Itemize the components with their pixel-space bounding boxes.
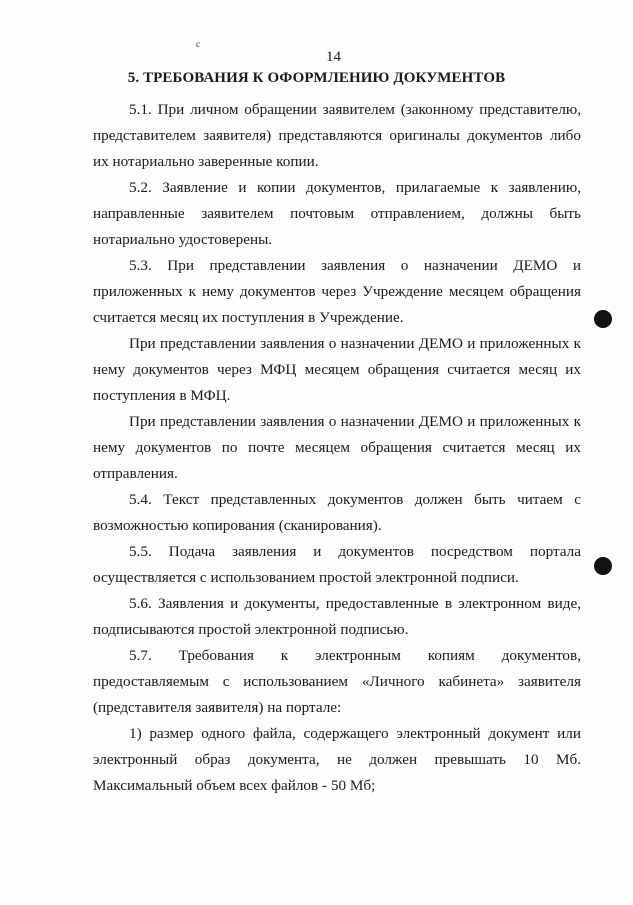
document-body (93, 97, 581, 799)
paragraph-5-2: 5.2. Заявление и копии документов, прилагаемые к заявлению, направленные заявителем почтовым отправлением, должны быть нотариально удостоверены. (93, 179, 581, 248)
paragraph-5-4: 5.4. Текст представленных документов должен быть читаем с возможностью копирования (сканирования). (93, 491, 581, 534)
paragraph-5-3-mfc: При представлении заявления о назначении ДЕМО и приложенных к нему документов через МФЦ месяцем обращения считается месяц их поступления в МФЦ. (93, 335, 581, 404)
paragraph-5-7-item-1: 1) размер одного файла, содержащего электронный документ или электронный образ документа, не должен превышать 10 Мб. Максимальный объем всех файлов - 50 Мб; (93, 725, 581, 794)
paragraph-5-5: 5.5. Подача заявления и документов посредством портала осуществляется с использованием простой электронной подписи. (93, 543, 581, 586)
page-number: 14 (326, 49, 341, 65)
paragraph-5-3: 5.3. При представлении заявления о назначении ДЕМО и приложенных к нему документов через Учреждение месяцем обращения считается месяц их поступления в Учреждение. (93, 257, 581, 326)
punch-hole (594, 557, 612, 575)
paragraph-5-3-post: При представлении заявления о назначении ДЕМО и приложенных к нему документов по почте месяцем обращения считается месяц их отправления. (93, 413, 581, 482)
section-heading: 5. ТРЕБОВАНИЯ К ОФОРМЛЕНИЮ ДОКУМЕНТОВ (127, 70, 506, 86)
stray-mark: с (196, 39, 200, 49)
punch-hole (594, 310, 612, 328)
paragraph-5-7: 5.7. Требования к электронным копиям документов, предоставляемым с использованием «Личного кабинета» заявителя (представителя заявителя) на портале: (93, 647, 581, 716)
paragraph-5-6: 5.6. Заявления и документы, предоставленные в электронном виде, подписываются простой электронной подписью. (93, 595, 581, 638)
paragraph-5-1: 5.1. При личном обращении заявителем (законному представителю, представителем заявителя) представляются оригиналы документов либо их нотариально заверенные копии. (93, 101, 581, 170)
